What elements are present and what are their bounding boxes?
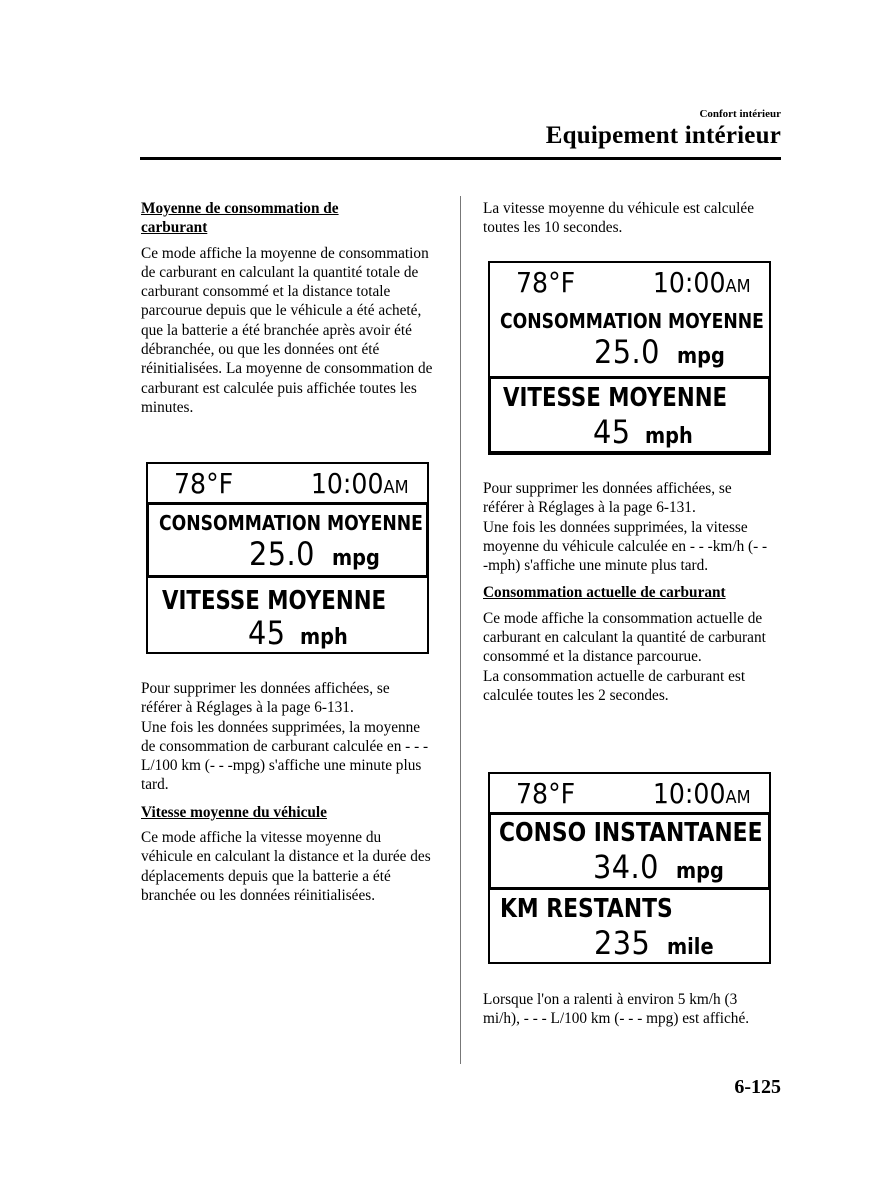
page-title: Equipement intérieur: [545, 122, 781, 149]
line2-value: 45 mph: [593, 413, 693, 451]
paragraph: La consommation actuelle de carburant est calculée toutes les 2 secondes.: [483, 667, 746, 704]
display-line2: [488, 376, 771, 455]
clock: 10:00AM: [653, 777, 751, 810]
header-section: Confort intérieur: [699, 108, 781, 120]
right-column-middle: [483, 479, 775, 705]
display-line1: [488, 812, 771, 890]
heading-avg-speed: Vitesse moyenne du véhicule: [141, 803, 327, 821]
line2-label: VITESSE MOYENNE: [503, 383, 728, 413]
line1-value: 25.0 mpg: [594, 333, 726, 371]
right-column-lower: [483, 990, 775, 1029]
paragraph: Pour supprimer les données affichées, se référer à Réglages à la page 6-131.: [483, 480, 732, 517]
paragraph: Une fois les données supprimées, la vitesse moyenne du véhicule calculée en - - -km/h (- - -mph) s'affiche une minute plus tard.: [483, 518, 768, 575]
column-divider: [460, 196, 461, 1064]
line2-label: VITESSE MOYENNE: [162, 586, 387, 616]
page-number: 6-125: [734, 1076, 781, 1098]
display-line2: [490, 890, 769, 964]
clock: 10:00AM: [311, 467, 409, 500]
paragraph: La vitesse moyenne du véhicule est calculée toutes les 10 secondes.: [483, 200, 754, 237]
display-current-consumption: [488, 772, 771, 964]
temperature: 78°F: [516, 777, 576, 810]
clock: 10:00AM: [653, 266, 751, 299]
line1-value: 34.0 mpg: [593, 848, 725, 886]
temperature: 78°F: [516, 266, 576, 299]
left-column-lower: [141, 679, 433, 905]
paragraph: Lorsque l'on a ralenti à environ 5 km/h (3 mi/h), - - - L/100 km (- - - mpg) est affiché.: [483, 991, 750, 1028]
paragraph: Ce mode affiche la consommation actuelle de carburant en calculant la quantité de carburant consommé et la distance parcourue.: [483, 609, 766, 666]
display-avg-consumption: [146, 462, 429, 654]
header-rule: [140, 157, 781, 160]
display-line1: [490, 303, 769, 377]
display-top-row: [490, 263, 769, 307]
display-line2: [148, 578, 427, 654]
display-avg-speed: [488, 261, 771, 453]
paragraph: Ce mode affiche la moyenne de consommation de carburant en calculant la quantité totale de carburant consommé et la distance totale parcourue depuis que le véhicule a été acheté, que la batterie a été branchée après avoir été débranchée, ou que les données ont été réinitialisées. La moyenne de consommation de carburant est calculée puis affichée toutes les minutes.: [141, 244, 433, 416]
line2-value: 45 mph: [248, 614, 348, 652]
paragraph: Une fois les données supprimées, la moyenne de consommation de carburant calculée en - - -L/100 km (- - -mpg) s'affiche une minute plus tard.: [141, 718, 429, 794]
temperature: 78°F: [174, 467, 234, 500]
line1-label: CONSOMMATION MOYENNE: [159, 511, 423, 535]
line1-label: CONSOMMATION MOYENNE: [500, 309, 764, 333]
line2-label: KM RESTANTS: [500, 894, 673, 924]
line1-label: CONSO INSTANTANEE: [499, 818, 763, 848]
line2-value: 235 mile: [594, 924, 714, 962]
left-column: [141, 199, 433, 417]
display-line1: [146, 502, 429, 578]
paragraph: Pour supprimer les données affichées, se référer à Réglages à la page 6-131.: [141, 680, 390, 717]
line1-value: 25.0 mpg: [249, 535, 381, 573]
heading-avg-consumption: Moyenne de consommation de carburant: [141, 200, 339, 237]
heading-current-consumption: Consommation actuelle de carburant: [483, 584, 726, 602]
paragraph: Ce mode affiche la vitesse moyenne du véhicule en calculant la distance et la durée des déplacements depuis que la batterie a été branchée ou les données réinitialisées.: [141, 829, 431, 904]
right-column: [483, 199, 775, 238]
